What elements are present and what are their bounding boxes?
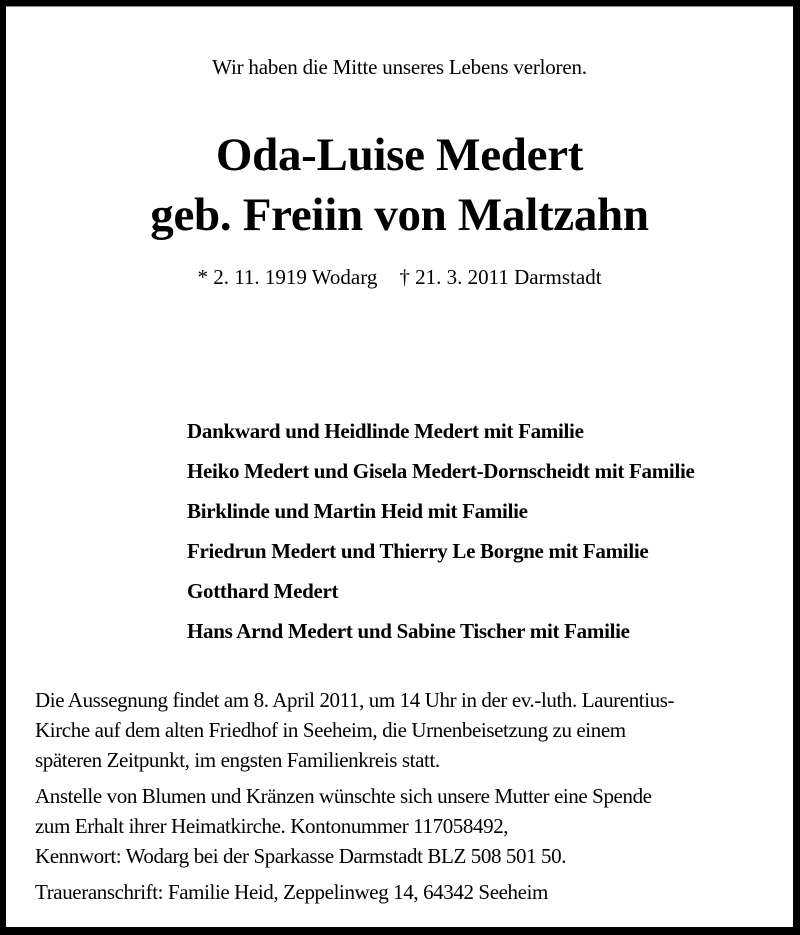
birth-date: * 2. 11. 1919 Wodarg [197,265,378,289]
funeral-info-line: Die Aussegnung findet am 8. April 2011, um 14 Uhr in der ev.-luth. Laurentius- [35,688,675,712]
donation-info-line: Kennwort: Wodarg bei der Sparkasse Darmstadt BLZ 508 501 50. [35,844,567,868]
donation-info-line: Anstelle von Blumen und Kränzen wünschte sich unsere Mutter eine Spende [35,784,652,808]
mourner-item: Hans Arnd Medert und Sabine Tischer mit Familie [187,619,630,643]
funeral-info-line: späteren Zeitpunkt, im engsten Familienkreis statt. [35,748,440,772]
name-line-1: Oda-Luise Medert [215,129,584,181]
mourner-item: Friedrun Medert und Thierry Le Borgne mit Familie [187,539,649,563]
mourner-item: Heiko Medert und Gisela Medert-Dornscheidt mit Familie [187,459,695,483]
donation-info [35,781,783,871]
mourner-item: Gotthard Medert [187,579,339,603]
obituary-notice [6,6,793,927]
name-line-2: geb. Freiin von Maltzahn [150,189,649,241]
mourning-address: Traueranschrift: Familie Heid, Zeppelinweg 14, 64342 Seeheim [35,880,548,904]
donation-info-line: zum Erhalt ihrer Heimatkirche. Kontonummer 117058492, [35,814,509,838]
death-date: † 21. 3. 2011 Darmstadt [399,265,602,289]
funeral-info [35,685,783,775]
mourner-item: Birklinde und Martin Heid mit Familie [187,499,528,523]
deceased-name [6,125,793,245]
life-dates [6,265,793,290]
funeral-info-line: Kirche auf dem alten Friedhof in Seeheim, die Urnenbeisetzung zu einem [35,718,626,742]
motto: Wir haben die Mitte unseres Lebens verloren. [212,55,587,79]
mourners-list [187,411,695,651]
mourner-item: Dankward und Heidlinde Medert mit Familie [187,419,584,443]
